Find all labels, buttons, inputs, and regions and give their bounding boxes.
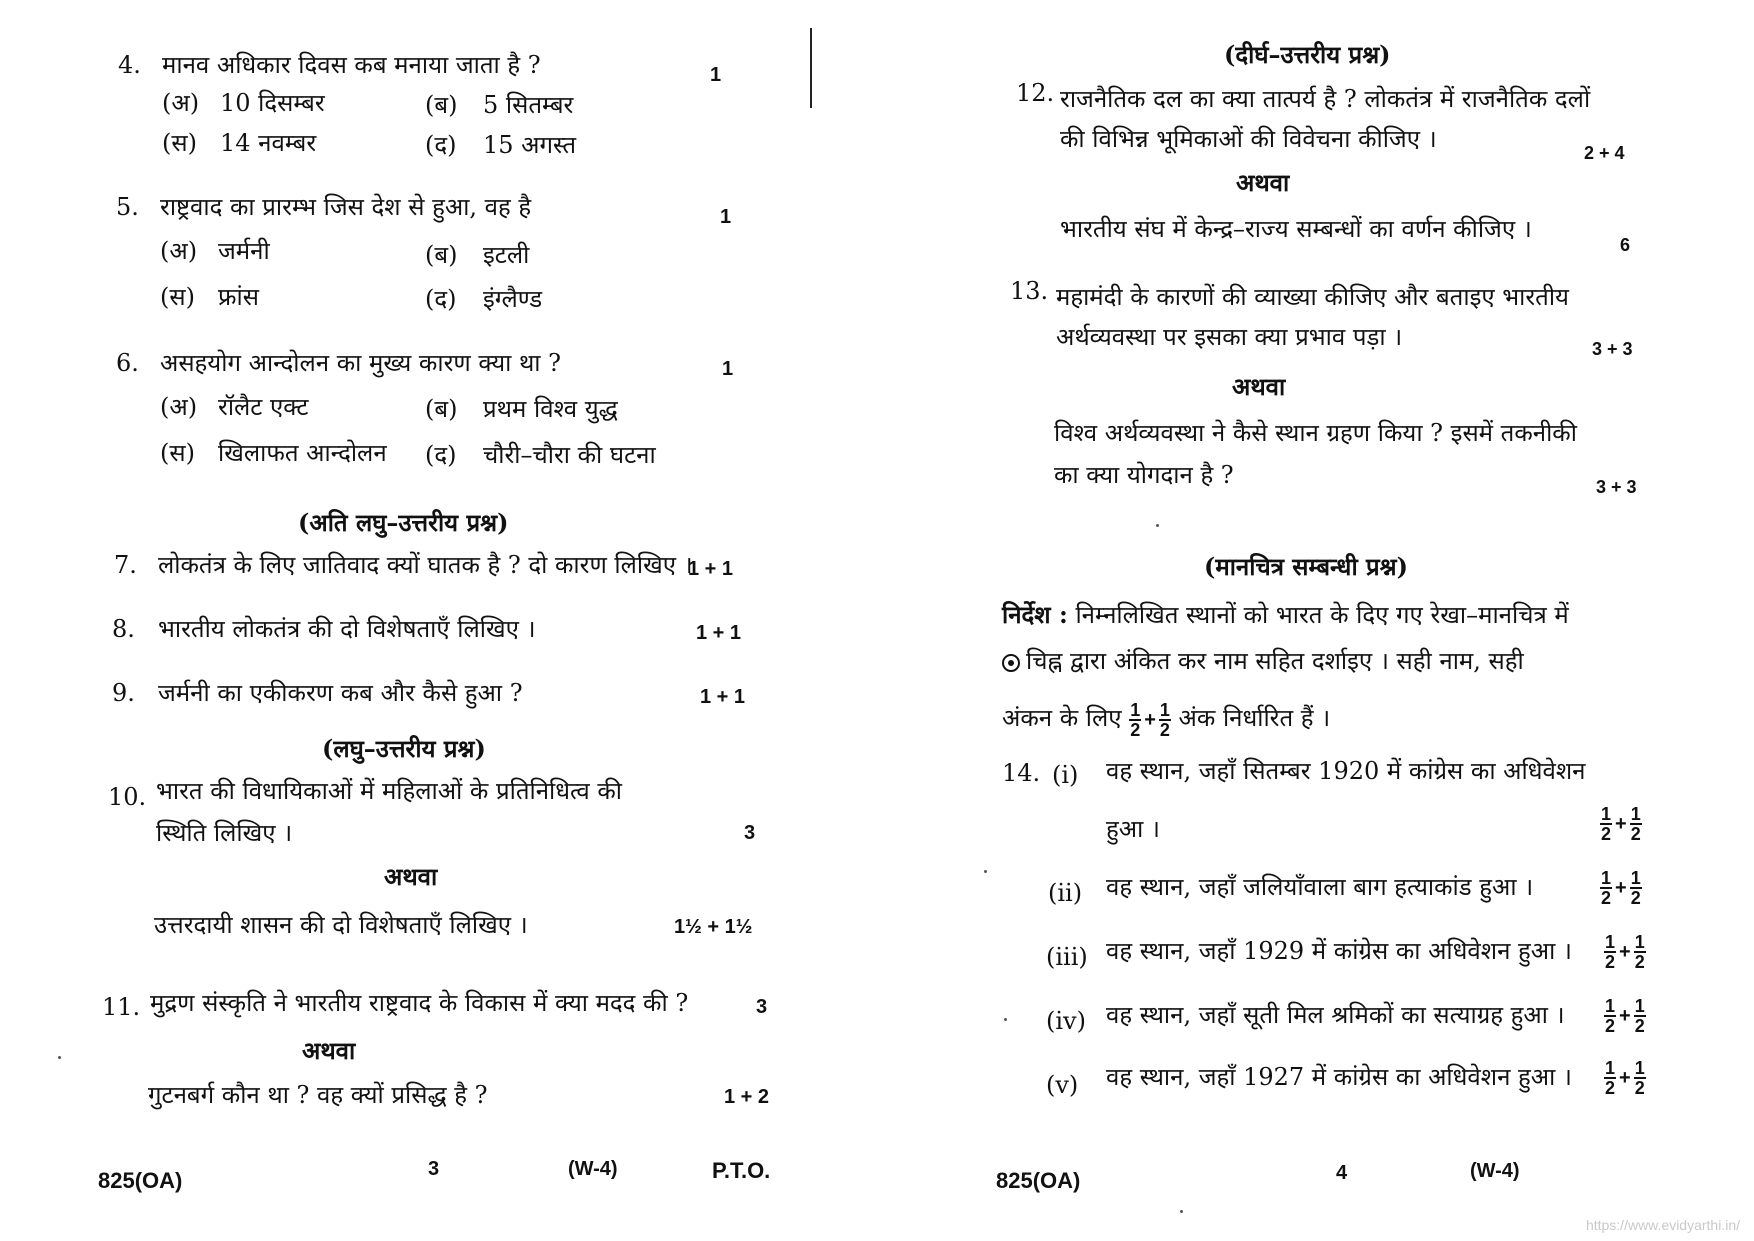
question-text: अर्थव्यवस्था पर इसका क्या प्रभाव पड़ा । xyxy=(1056,323,1403,351)
item-marks: $\frac{1}{2}$ + $\frac{1}{2}$ xyxy=(1605,931,1645,972)
option-text: 10 दिसम्बर xyxy=(220,89,325,117)
question-number: 7. xyxy=(114,551,137,579)
option-text: चौरी–चौरा की घटना xyxy=(483,441,656,469)
scan-speck xyxy=(58,1056,61,1059)
question-text: लोकतंत्र के लिए जातिवाद क्यों घातक है ? दो कारण लिखिए । xyxy=(158,551,693,579)
question-marks: 6 xyxy=(1620,235,1631,255)
fraction-half: $\frac{1}{2}$ xyxy=(1634,931,1645,972)
option-key: (द) xyxy=(425,131,457,159)
question-number: 11. xyxy=(102,993,141,1021)
alternative-question: का क्या योगदान है ? xyxy=(1054,461,1234,489)
binding-mark xyxy=(810,28,812,108)
or-label: अथवा xyxy=(1232,372,1286,401)
or-label: अथवा xyxy=(1236,168,1290,197)
question-number: 10. xyxy=(108,783,147,811)
option-key: (द) xyxy=(425,285,457,313)
right-page xyxy=(960,0,1754,1241)
item-text: वह स्थान, जहाँ 1929 में कांग्रेस का अधिवेशन हुआ । xyxy=(1106,937,1573,965)
question-text: स्थिति लिखिए । xyxy=(156,819,293,847)
alternative-question: गुटनबर्ग कौन था ? वह क्यों प्रसिद्ध है ? xyxy=(148,1081,488,1109)
option-key: (ब) xyxy=(425,91,458,119)
option-text: 5 सितम्बर xyxy=(483,91,574,119)
question-text: भारतीय लोकतंत्र की दो विशेषताएँ लिखिए । xyxy=(158,615,536,643)
option-key: (अ) xyxy=(160,393,198,421)
set-code: (W-4) xyxy=(568,1158,618,1180)
item-text: हुआ । xyxy=(1106,815,1160,843)
question-marks: 1 + 2 xyxy=(724,1086,770,1108)
fraction-half: $\frac{1}{2}$ xyxy=(1634,1057,1645,1098)
paper-code: 825(OA) xyxy=(996,1168,1081,1193)
item-key: (iii) xyxy=(1046,943,1088,971)
page-number: 4 xyxy=(1336,1162,1348,1184)
option-text: रॉलैट एक्ट xyxy=(218,393,309,421)
fraction-half: $\frac{1}{2}$ xyxy=(1601,867,1612,908)
question-marks: 1½ + 1½ xyxy=(674,916,753,938)
option-key: (स) xyxy=(160,283,195,311)
fraction-half: $\frac{1}{2}$ xyxy=(1605,1057,1616,1098)
section-heading: (अति लघु–उत्तरीय प्रश्न) xyxy=(298,508,509,537)
question-marks: 3 + 3 xyxy=(1592,339,1633,359)
question-text: राष्ट्रवाद का प्रारम्भ जिस देश से हुआ, वह है xyxy=(160,193,532,221)
question-marks: 1 xyxy=(722,358,734,380)
option-text: जर्मनी xyxy=(218,237,270,265)
question-number: 4. xyxy=(118,51,141,79)
question-number: 8. xyxy=(112,615,135,643)
question-text: भारत की विधायिकाओं में महिलाओं के प्रतिनिधित्व की xyxy=(156,777,623,805)
fraction-half: $\frac{1}{2}$ xyxy=(1605,931,1616,972)
instruction-line xyxy=(1002,600,1569,630)
instruction-line xyxy=(1002,646,1524,676)
item-key: (v) xyxy=(1046,1071,1079,1099)
scan-speck xyxy=(1004,1018,1007,1021)
scan-speck xyxy=(984,870,987,873)
item-key: (iv) xyxy=(1046,1007,1086,1035)
question-number: 12. xyxy=(1016,79,1055,107)
fraction-half: $\frac{1}{2}$ xyxy=(1159,699,1170,740)
instruction-text: निम्नलिखित स्थानों को भारत के दिए गए रेखा–मानचित्र में xyxy=(1075,601,1569,629)
question-text: राजनैतिक दल का क्या तात्पर्य है ? लोकतंत्र में राजनैतिक दलों xyxy=(1060,85,1591,113)
fraction-half: $\frac{1}{2}$ xyxy=(1130,699,1141,740)
question-marks: 1 + 1 xyxy=(688,558,734,580)
pto-label: P.T.O. xyxy=(712,1158,771,1183)
item-key: (ii) xyxy=(1048,879,1083,907)
page-number: 3 xyxy=(428,1158,440,1180)
question-text: महामंदी के कारणों की व्याख्या कीजिए और बताइए भारतीय xyxy=(1056,283,1569,311)
question-number: 5. xyxy=(116,193,139,221)
option-text: इंग्लैण्ड xyxy=(483,285,543,313)
question-marks: 3 + 3 xyxy=(1596,477,1637,497)
item-marks: $\frac{1}{2}$ + $\frac{1}{2}$ xyxy=(1605,1057,1645,1098)
option-key: (स) xyxy=(160,439,195,467)
question-text: मानव अधिकार दिवस कब मनाया जाता है ? xyxy=(162,51,541,79)
option-key: (स) xyxy=(162,129,197,157)
option-text: इटली xyxy=(483,241,530,269)
option-text: 15 अगस्त xyxy=(483,131,577,159)
question-text: मुद्रण संस्कृति ने भारतीय राष्ट्रवाद के विकास में क्या मदद की ? xyxy=(150,989,689,1017)
watermark: https://www.evidyarthi.in/ xyxy=(1585,1217,1740,1233)
option-text: प्रथम विश्व युद्ध xyxy=(483,395,618,423)
option-key: (अ) xyxy=(160,237,198,265)
question-marks: 1 xyxy=(710,64,722,86)
alternative-question: भारतीय संघ में केन्द्र–राज्य सम्बन्धों का वर्णन कीजिए । xyxy=(1060,215,1532,243)
instruction-line: अंकन के लिए $\frac{1}{2}$ + $\frac{1}{2}$ अंक निर्धारित हैं । xyxy=(1002,699,1331,740)
option-text: फ्रांस xyxy=(218,283,259,311)
option-key: (द) xyxy=(425,441,457,469)
section-heading: (लघु–उत्तरीय प्रश्न) xyxy=(322,734,486,763)
question-text: असहयोग आन्दोलन का मुख्य कारण क्या था ? xyxy=(160,349,562,377)
item-text: वह स्थान, जहाँ सूती मिल श्रमिकों का सत्याग्रह हुआ । xyxy=(1106,1001,1565,1029)
scan-speck xyxy=(1156,524,1159,527)
fraction-half: $\frac{1}{2}$ xyxy=(1634,995,1645,1036)
instruction-text: चिह्न द्वारा अंकित कर नाम सहित दर्शाइए । सही नाम, सही xyxy=(1026,647,1524,675)
set-code: (W-4) xyxy=(1470,1160,1520,1182)
question-number: 9. xyxy=(112,679,135,707)
question-text: जर्मनी का एकीकरण कब और कैसे हुआ ? xyxy=(158,679,523,707)
question-number: 6. xyxy=(116,349,139,377)
section-heading: (मानचित्र सम्बन्धी प्रश्न) xyxy=(1204,552,1408,581)
paper-code: 825(OA) xyxy=(98,1168,183,1193)
question-marks: 1 + 1 xyxy=(696,622,742,644)
or-label: अथवा xyxy=(384,862,438,891)
alternative-question: विश्व अर्थव्यवस्था ने कैसे स्थान ग्रहण किया ? इसमें तकनीकी xyxy=(1054,419,1577,447)
question-marks: 2 + 4 xyxy=(1584,143,1625,163)
option-key: (ब) xyxy=(425,241,458,269)
circle-dot-icon xyxy=(1002,654,1020,672)
instruction-text: अंकन के लिए xyxy=(1002,704,1122,732)
question-marks: 3 xyxy=(744,822,756,844)
item-text: वह स्थान, जहाँ जलियाँवाला बाग हत्याकांड हुआ । xyxy=(1106,873,1534,901)
option-text: खिलाफत आन्दोलन xyxy=(218,439,387,467)
item-key: (i) xyxy=(1052,761,1079,789)
fraction-half: $\frac{1}{2}$ xyxy=(1630,867,1641,908)
scan-speck xyxy=(1180,1210,1183,1213)
item-marks: $\frac{1}{2}$ + $\frac{1}{2}$ xyxy=(1601,803,1641,844)
question-marks: 1 + 1 xyxy=(700,686,746,708)
alternative-question: उत्तरदायी शासन की दो विशेषताएँ लिखिए । xyxy=(154,911,528,939)
question-marks: 3 xyxy=(756,996,768,1018)
item-marks: $\frac{1}{2}$ + $\frac{1}{2}$ xyxy=(1601,867,1641,908)
left-page xyxy=(0,0,860,1241)
question-number: 13. xyxy=(1010,277,1049,305)
item-text: वह स्थान, जहाँ 1927 में कांग्रेस का अधिवेशन हुआ । xyxy=(1106,1063,1573,1091)
item-marks: $\frac{1}{2}$ + $\frac{1}{2}$ xyxy=(1605,995,1645,1036)
or-label: अथवा xyxy=(302,1036,356,1065)
item-text: वह स्थान, जहाँ सितम्बर 1920 में कांग्रेस का अधिवेशन xyxy=(1106,757,1586,785)
question-marks: 1 xyxy=(720,206,732,228)
instruction-text: अंक निर्धारित हैं । xyxy=(1178,704,1331,732)
section-heading: (दीर्घ–उत्तरीय प्रश्न) xyxy=(1224,40,1391,69)
option-key: (अ) xyxy=(162,89,200,117)
instruction-label: निर्देश : xyxy=(1002,600,1068,629)
fraction-half: $\frac{1}{2}$ xyxy=(1605,995,1616,1036)
fraction-half: $\frac{1}{2}$ xyxy=(1630,803,1641,844)
fraction-half: $\frac{1}{2}$ xyxy=(1601,803,1612,844)
option-text: 14 नवम्बर xyxy=(220,129,317,157)
question-number: 14. xyxy=(1002,759,1041,787)
option-key: (ब) xyxy=(425,395,458,423)
question-text: की विभिन्न भूमिकाओं की विवेचना कीजिए । xyxy=(1060,125,1437,153)
